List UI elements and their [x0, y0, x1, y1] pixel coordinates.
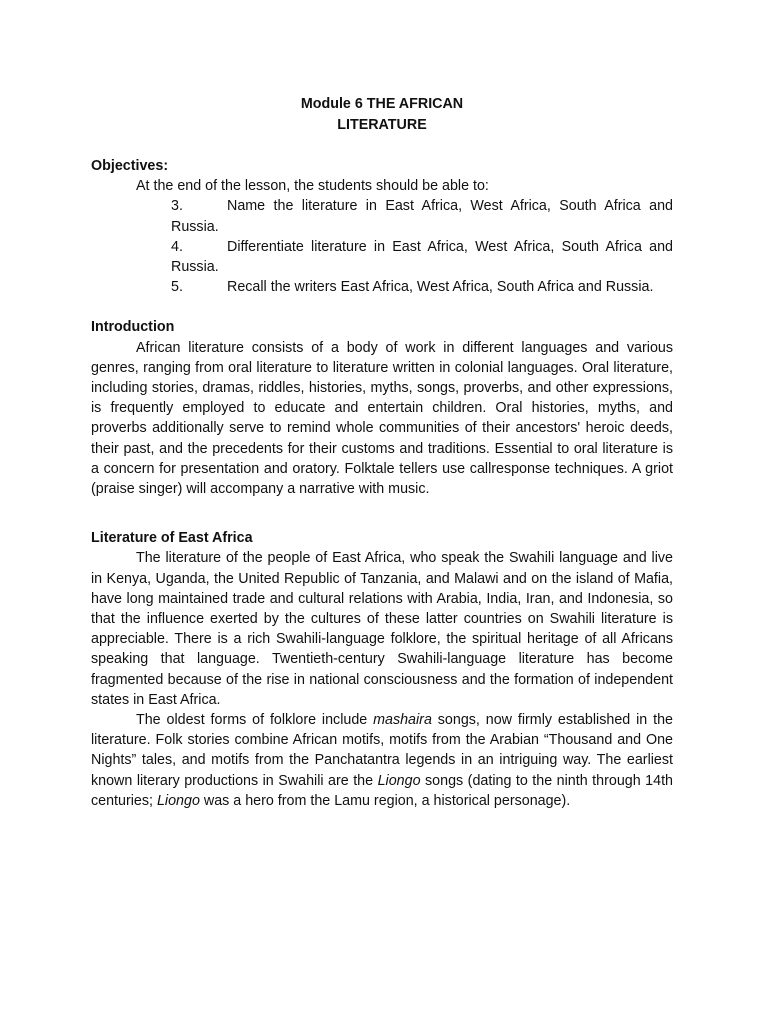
objectives-section	[91, 156, 673, 297]
paragraph-text: songs (dating to the ninth through 14th centuries;	[91, 772, 673, 809]
italic-term-liongo: Liongo	[377, 772, 421, 789]
italic-term-liongo: Liongo	[156, 792, 200, 809]
objective-number: 4.	[171, 238, 183, 255]
objective-text: Recall the writers East Africa, West Africa, South Africa and Russia.	[227, 279, 654, 296]
title-line-2: LITERATURE	[337, 116, 427, 133]
paragraph-text: songs, now firmly established in the literature. Folk stories combine African motifs, motifs from the Arabian “Thousand and One Nights” tales, and motifs from the Panchatantra legends in an intriguing way. The earliest known literary productions in Swahili are the	[91, 712, 673, 789]
page-title	[91, 94, 673, 135]
title-line-1: Module 6 THE AFRICAN	[300, 96, 464, 112]
objective-text: Name the literature in East Africa, West Africa, South Africa and Russia.	[171, 198, 673, 235]
objectives-list	[171, 196, 673, 297]
paragraph-text: The oldest forms of folklore include	[136, 712, 374, 729]
east-africa-heading: Literature of East Africa	[91, 530, 253, 547]
objective-number: 3.	[171, 198, 183, 215]
east-africa-paragraph-1: The literature of the people of East Africa, who speak the Swahili language and live in Kenya, Uganda, the United Republic of Tanzania, and Malawi and on the island of Mafia, have long maintained trade and cultural relations with Arabia, India, Iran, and Indonesia, so that the influence exerted by the cultures of these latter countries on Swahili literature is appreciable. There is a rich Swahili-language folklore, the spiritual heritage of all Africans speaking that language. Twentieth-century Swahili-language literature has become fragmented because of the rise in national consciousness and the formation of independent states in East Africa.	[91, 550, 673, 708]
east-africa-paragraph-2	[91, 710, 673, 811]
objective-number: 5.	[171, 279, 183, 296]
objective-item	[171, 237, 673, 277]
paragraph-text: was a hero from the Lamu region, a historical personage).	[199, 792, 571, 809]
italic-term-mashaira: mashaira	[373, 712, 432, 729]
objective-item	[171, 196, 673, 236]
objectives-heading: Objectives:	[91, 158, 169, 174]
east-africa-section	[91, 528, 673, 811]
objective-item	[171, 277, 673, 297]
objective-text: Differentiate literature in East Africa, West Africa, South Africa and Russia.	[171, 238, 673, 276]
objectives-intro: At the end of the lesson, the students should be able to:	[136, 178, 489, 195]
introduction-paragraph: African literature consists of a body of work in different languages and various genres, ranging from oral literature to literature written in colonial languages. Oral literature, including stories, dramas, riddles, histories, myths, songs, proverbs, and other expressions, is frequently employed to educate and entertain children. Oral histories, myths, and proverbs additionally serve to remind whole communities of their ancestors' heroic deeds, their past, and the precedents for their customs and traditions. Essential to oral literature is a concern for presentation and oratory. Folktale tellers use callresponse techniques. A griot (praise singer) will accompany a narrative with music.	[91, 339, 673, 498]
introduction-section	[91, 317, 673, 499]
introduction-heading: Introduction	[91, 319, 175, 336]
